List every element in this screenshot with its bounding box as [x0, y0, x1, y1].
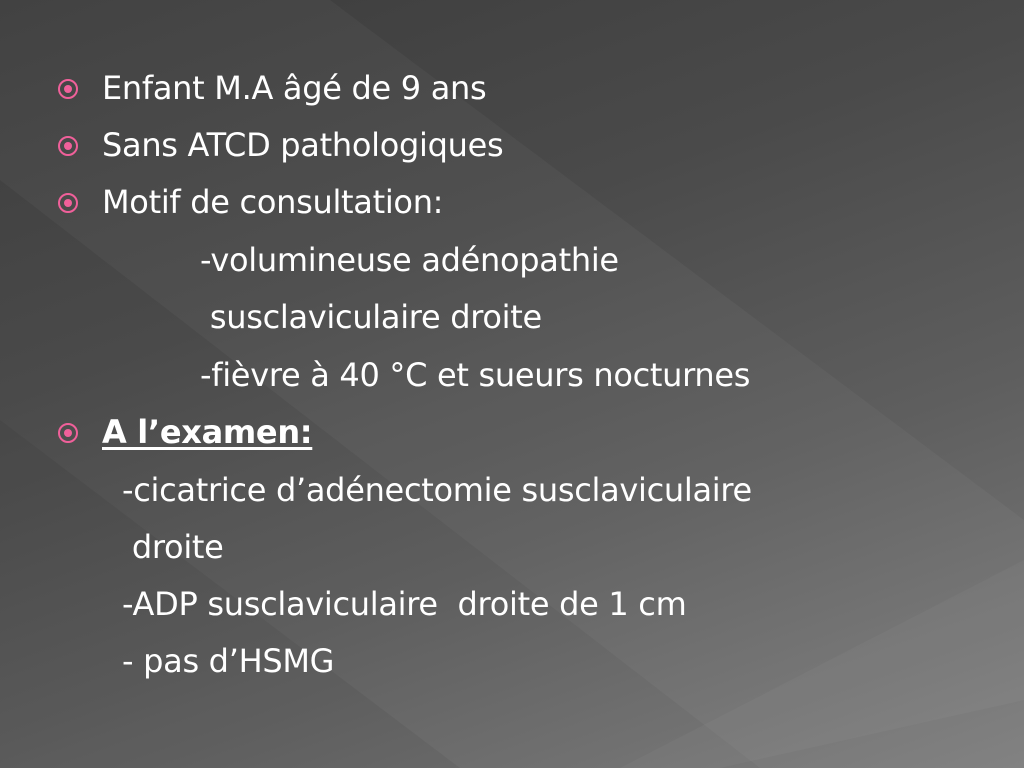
bullet-icon: [58, 193, 78, 213]
bullet-icon: [58, 423, 78, 443]
sub-item-scar: -cicatrice d’adénectomie susclaviculaire: [122, 471, 752, 509]
bullet-item-history: Sans ATCD pathologiques: [102, 126, 504, 164]
sub-item-fever: -fièvre à 40 °C et sueurs nocturnes: [200, 356, 751, 394]
bullet-item-motif: Motif de consultation:: [102, 183, 444, 221]
sub-item-scar-cont: droite: [122, 528, 224, 566]
sub-item-hsmg: - pas d’HSMG: [122, 642, 335, 680]
sub-item-adenopathy-cont: susclaviculaire droite: [200, 298, 542, 336]
sub-item-adenopathy: -volumineuse adénopathie: [200, 241, 619, 279]
bullet-icon: [58, 136, 78, 156]
bullet-icon: [58, 79, 78, 99]
sub-item-adp: -ADP susclaviculaire droite de 1 cm: [122, 585, 687, 623]
bullet-item-exam-heading: A l’examen:: [102, 413, 313, 451]
bullet-item-age: Enfant M.A âgé de 9 ans: [102, 69, 487, 107]
